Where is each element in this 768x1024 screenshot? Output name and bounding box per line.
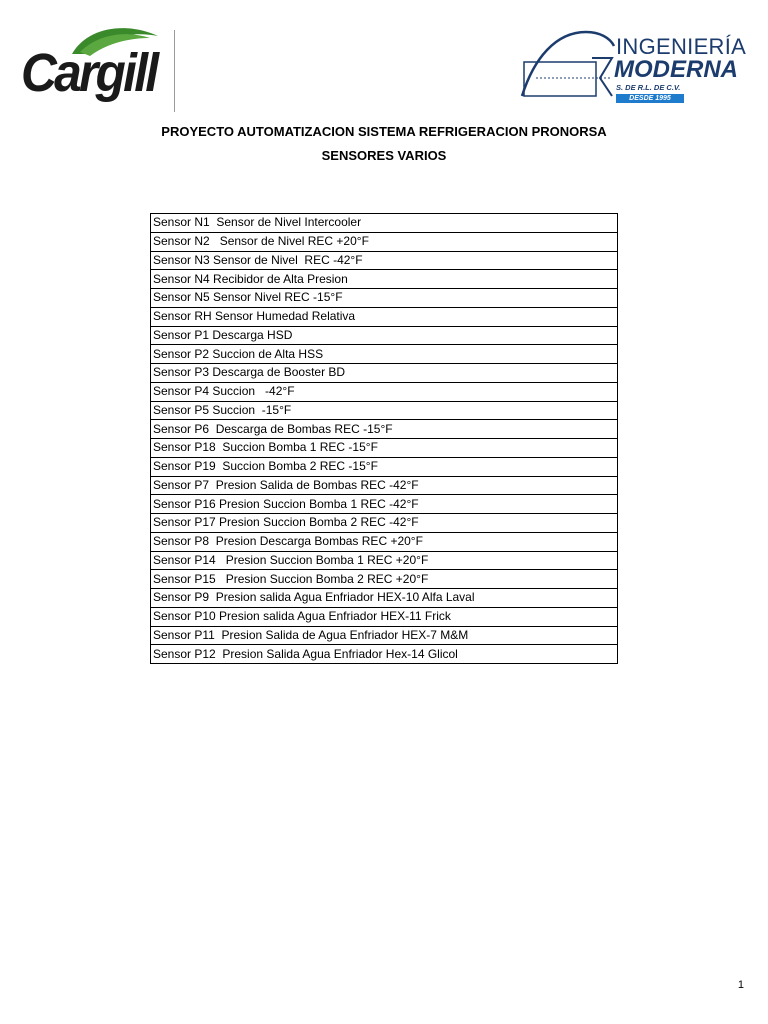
sensor-cell: Sensor P9 Presion salida Agua Enfriador HEX-10 Alfa Laval: [151, 589, 618, 608]
sensor-cell: Sensor P2 Succion de Alta HSS: [151, 345, 618, 364]
table-row: [151, 476, 618, 495]
sensor-cell: Sensor P8 Presion Descarga Bombas REC +20°F: [151, 532, 618, 551]
sensor-cell: Sensor RH Sensor Humedad Relativa: [151, 307, 618, 326]
table-row: [151, 214, 618, 233]
table-row: [151, 326, 618, 345]
table-row: [151, 570, 618, 589]
im-logo-line3: S. DE R.L. DE C.V.: [616, 83, 681, 92]
document-title: PROYECTO AUTOMATIZACION SISTEMA REFRIGERACION PRONORSA: [161, 124, 607, 139]
sensor-cell: Sensor P12 Presion Salida Agua Enfriador Hex-14 Glicol: [151, 645, 618, 664]
sensor-cell: Sensor P5 Succion -15°F: [151, 401, 618, 420]
sensor-cell: Sensor P3 Descarga de Booster BD: [151, 364, 618, 383]
cargill-logo: [18, 24, 178, 112]
table-row: [151, 532, 618, 551]
table-row: [151, 457, 618, 476]
sensor-cell: Sensor P6 Descarga de Bombas REC -15°F: [151, 420, 618, 439]
sensor-cell: Sensor N2 Sensor de Nivel REC +20°F: [151, 232, 618, 251]
sensor-cell: Sensor N5 Sensor Nivel REC -15°F: [151, 289, 618, 308]
im-logo-line1: INGENIERÍA: [616, 34, 747, 59]
sensor-cell: Sensor N4 Recibidor de Alta Presion: [151, 270, 618, 289]
table-row: [151, 626, 618, 645]
sensor-cell: Sensor P4 Succion -42°F: [151, 382, 618, 401]
sensor-cell: Sensor P14 Presion Succion Bomba 1 REC +20°F: [151, 551, 618, 570]
document-subtitle: SENSORES VARIOS: [321, 148, 447, 163]
sensor-cell: Sensor P19 Succion Bomba 2 REC -15°F: [151, 457, 618, 476]
table-row: [151, 551, 618, 570]
im-logo-badge: DESDE 1995: [616, 94, 684, 103]
ingenieria-moderna-logo: [516, 28, 748, 104]
sensor-cell: Sensor P10 Presion salida Agua Enfriador HEX-11 Frick: [151, 607, 618, 626]
logo-divider: [174, 30, 175, 112]
im-logo-line2: MODERNA: [614, 56, 738, 83]
table-row: [151, 232, 618, 251]
sensor-cell: Sensor P17 Presion Succion Bomba 2 REC -42°F: [151, 514, 618, 533]
table-row: [151, 495, 618, 514]
table-row: [151, 251, 618, 270]
sensor-cell: Sensor P11 Presion Salida de Agua Enfriador HEX-7 M&M: [151, 626, 618, 645]
table-row: [151, 270, 618, 289]
table-row: [151, 439, 618, 458]
table-row: [151, 364, 618, 383]
sensor-cell: Sensor N1 Sensor de Nivel Intercooler: [151, 214, 618, 233]
sensor-table-body: [151, 214, 618, 664]
im-swoosh-icon: [516, 28, 616, 104]
sensor-cell: Sensor N3 Sensor de Nivel REC -42°F: [151, 251, 618, 270]
table-row: [151, 420, 618, 439]
table-row: [151, 514, 618, 533]
table-row: [151, 289, 618, 308]
table-row: [151, 382, 618, 401]
table-row: [151, 645, 618, 664]
table-row: [151, 345, 618, 364]
cargill-wordmark: Cargill: [21, 43, 157, 103]
sensor-cell: Sensor P7 Presion Salida de Bombas REC -42°F: [151, 476, 618, 495]
table-row: [151, 589, 618, 608]
sensor-table: [150, 213, 618, 664]
sensor-cell: Sensor P15 Presion Succion Bomba 2 REC +20°F: [151, 570, 618, 589]
page-number: 1: [737, 979, 744, 991]
sensor-cell: Sensor P1 Descarga HSD: [151, 326, 618, 345]
table-row: [151, 307, 618, 326]
sensor-cell: Sensor P16 Presion Succion Bomba 1 REC -42°F: [151, 495, 618, 514]
sensor-cell: Sensor P18 Succion Bomba 1 REC -15°F: [151, 439, 618, 458]
table-row: [151, 401, 618, 420]
table-row: [151, 607, 618, 626]
